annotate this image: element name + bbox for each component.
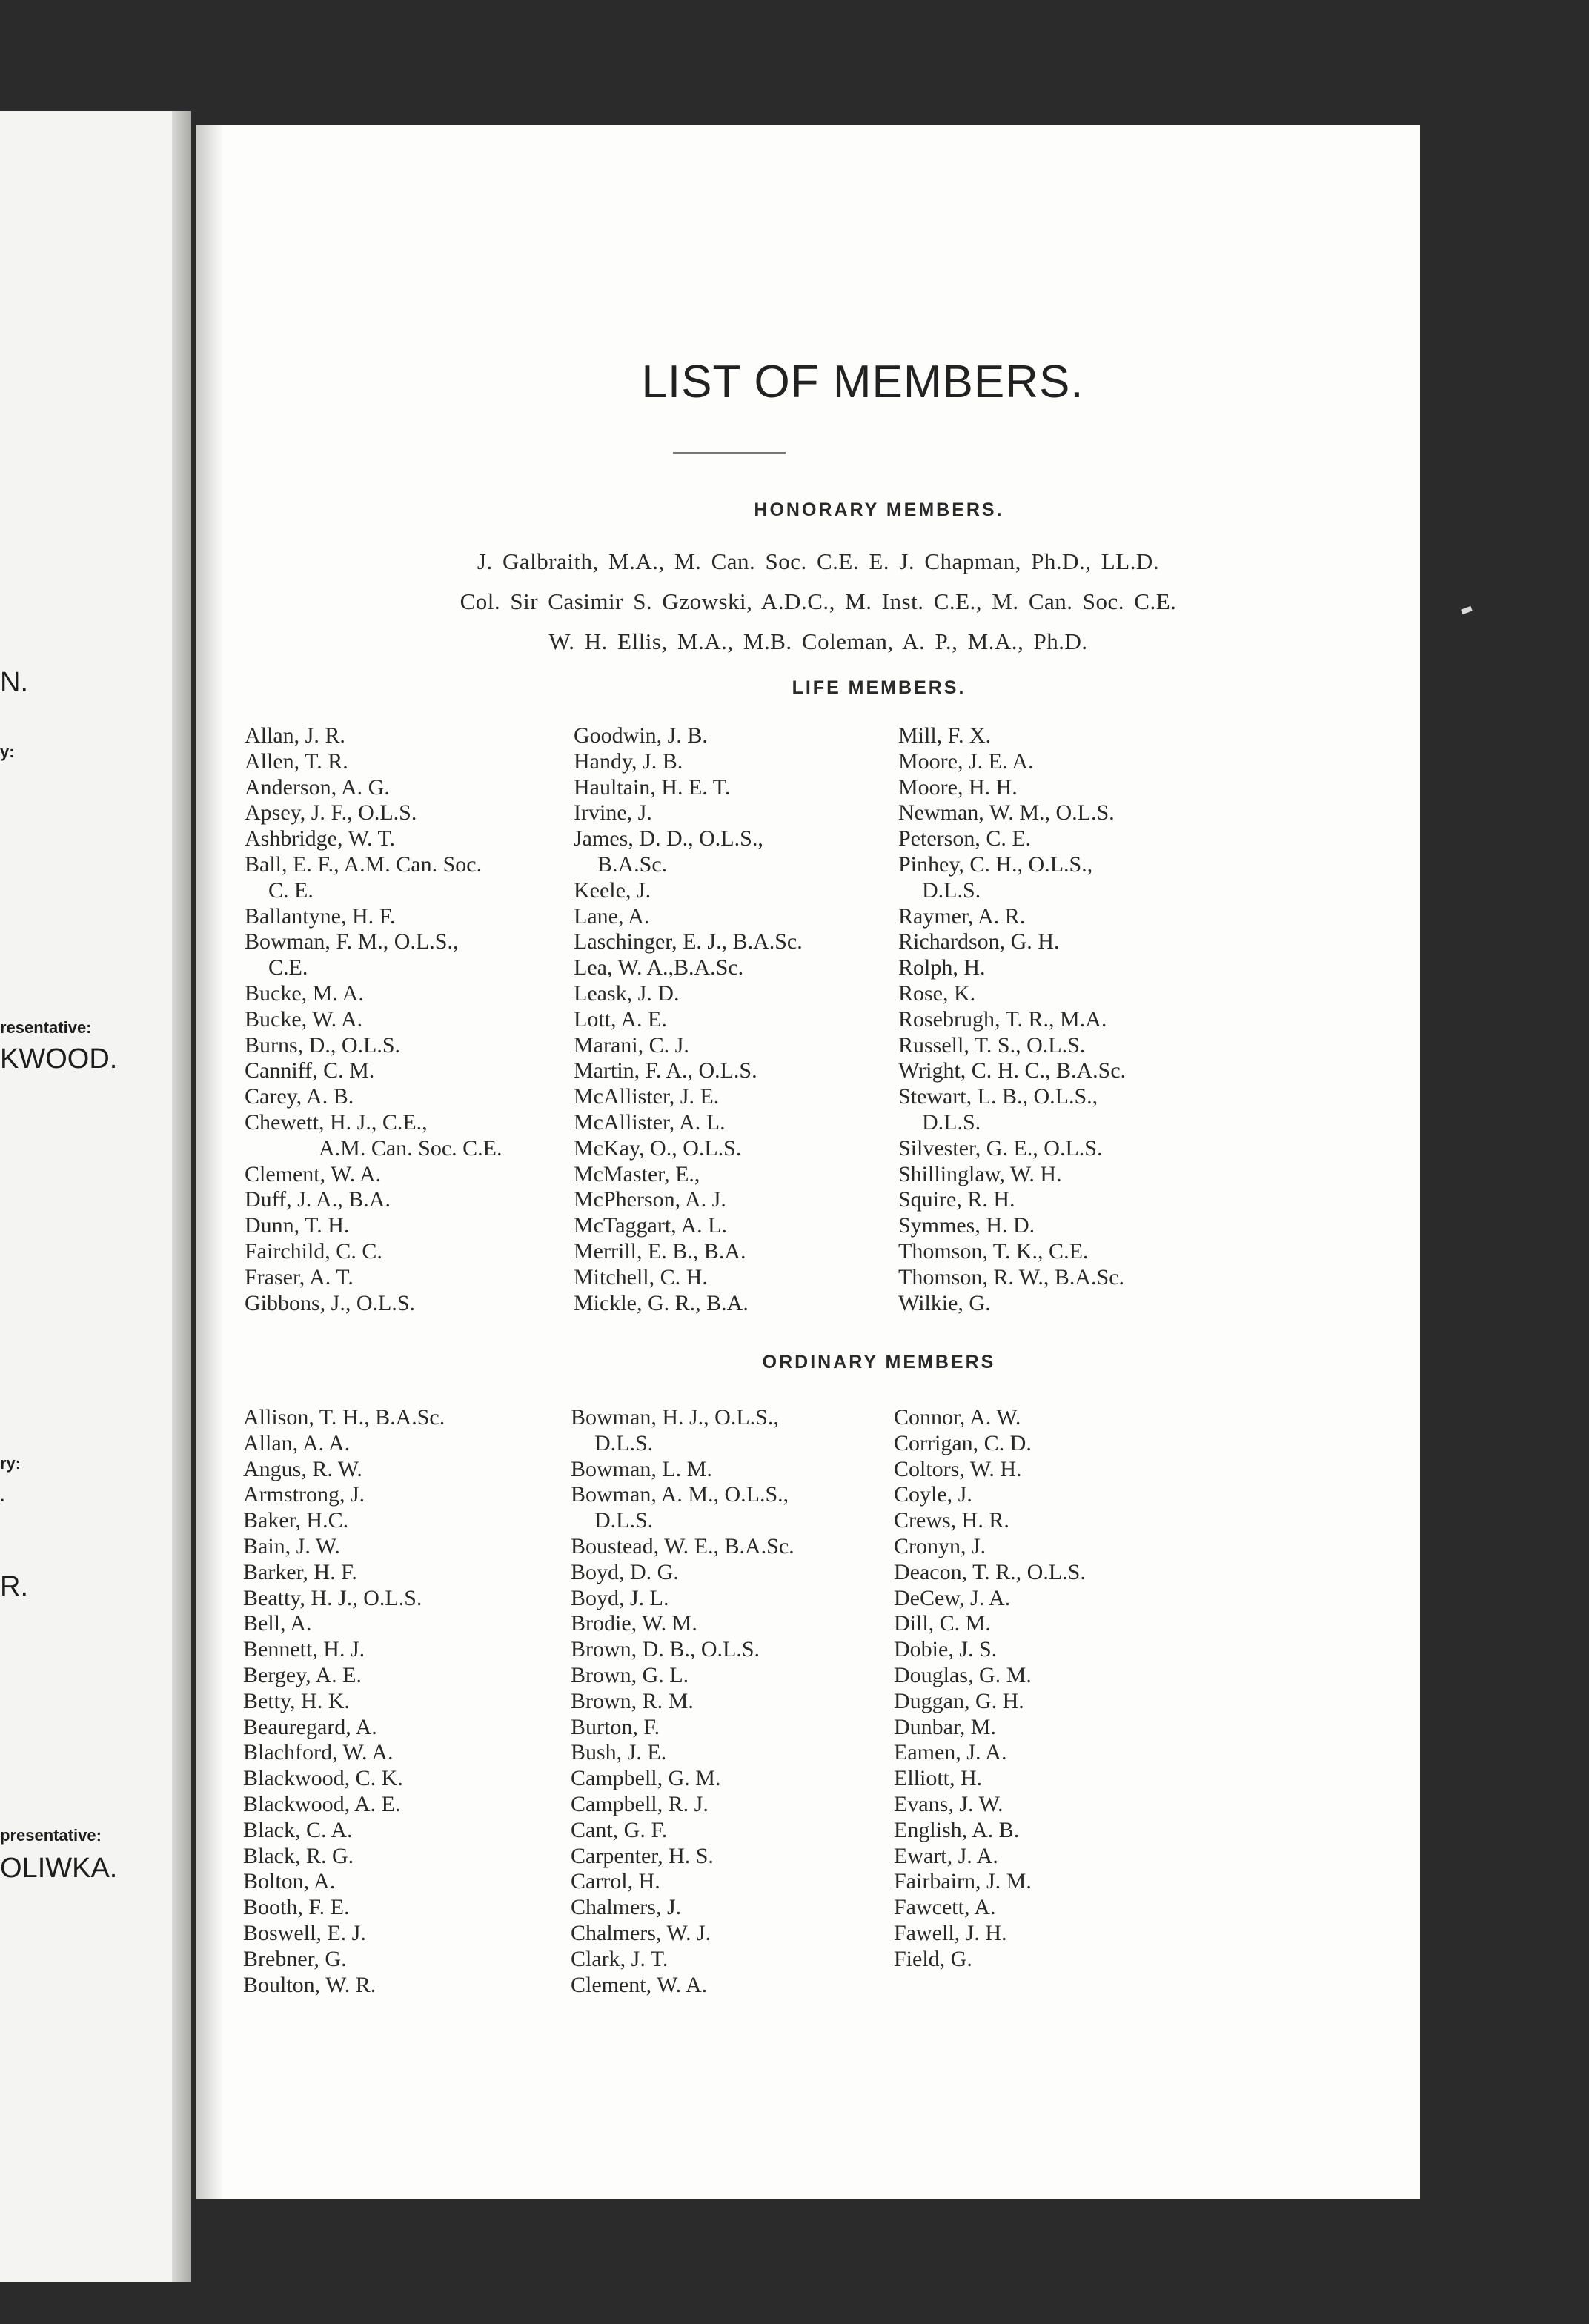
document-page [196,124,1420,2200]
member-entry: Keele, J. [574,877,651,903]
member-entry: Shillinglaw, W. H. [898,1161,1062,1186]
member-entry: Goodwin, J. B. [574,723,708,748]
member-entry: Bergey, A. E. [243,1662,362,1687]
member-entry: Handy, J. B. [574,748,683,774]
prev-page-fragment: ry: [0,1454,21,1473]
member-entry: Irvine, J. [574,800,652,826]
member-entry: Bowman, L. M. [571,1456,712,1481]
member-entry: Rolph, H. [898,955,986,980]
member-entry: Beauregard, A. [243,1714,377,1739]
member-entry: Wright, C. H. C., B.A.Sc. [898,1058,1127,1083]
member-entry: Pinhey, C. H., O.L.S., [898,851,1093,877]
member-entry: Thomson, R. W., B.A.Sc. [898,1264,1125,1289]
honorary-line: Col. Sir Casimir S. Gzowski, A.D.C., M. Inst. C.E., M. Can. Soc. C.E. [460,588,1177,614]
member-entry: Anderson, A. G. [245,774,390,800]
member-entry: Dill, C. M. [894,1611,991,1636]
member-entry: Boulton, W. R. [243,1972,376,1997]
member-entry: Blachford, W. A. [243,1740,394,1765]
member-entry-continuation: D.L.S. [594,1508,654,1533]
member-entry: Connor, A. W. [894,1405,1021,1430]
member-entry: Douglas, G. M. [894,1662,1032,1687]
member-entry: Angus, R. W. [243,1456,362,1481]
member-entry: Dunbar, M. [894,1714,996,1739]
member-entry: Allison, T. H., B.A.Sc. [243,1405,445,1430]
member-entry: Campbell, R. J. [571,1791,709,1816]
member-entry: Field, G. [894,1946,972,1971]
prev-page-fragment: R. [0,1571,28,1602]
life-members-column-2 [574,723,803,1316]
member-entry: Bucke, W. A. [245,1006,363,1032]
member-entry: Clement, W. A. [571,1972,708,1997]
member-entry: McAllister, A. L. [574,1109,726,1135]
member-entry: Clark, J. T. [571,1946,669,1971]
member-entry: Marani, C. J. [574,1032,689,1058]
life-members-column-3 [898,723,1126,1316]
member-entry: Canniff, C. M. [245,1058,375,1083]
member-entry: Chalmers, J. [571,1895,682,1920]
member-entry: Lea, W. A.,B.A.Sc. [574,955,744,980]
member-entry: Wilkie, G. [898,1290,991,1315]
member-entry: Moore, H. H. [898,774,1018,800]
member-entry: McAllister, J. E. [574,1084,720,1109]
member-entry: Armstrong, J. [243,1482,365,1507]
member-entry: Carpenter, H. S. [571,1843,714,1868]
member-entry: Bowman, F. M., O.L.S., [245,929,459,954]
member-entry: Burton, F. [571,1714,660,1739]
member-entry: Brown, D. B., O.L.S. [571,1637,760,1662]
member-entry: McTaggart, A. L. [574,1213,728,1238]
member-entry: Bennett, H. J. [243,1637,365,1662]
member-entry: Deacon, T. R., O.L.S. [894,1559,1086,1584]
member-entry: McPherson, A. J. [574,1187,726,1212]
member-entry: Russell, T. S., O.L.S. [898,1032,1086,1058]
page-title: LIST OF MEMBERS. [641,356,1084,408]
member-entry: Ewart, J. A. [894,1843,998,1868]
member-entry: Peterson, C. E. [898,826,1032,851]
member-entry: Black, R. G. [243,1843,354,1868]
member-entry-continuation: A.M. Can. Soc. C.E. [319,1135,502,1161]
member-entry: Laschinger, E. J., B.A.Sc. [574,929,803,954]
member-entry: Silvester, G. E., O.L.S. [898,1135,1103,1161]
member-entry: Richardson, G. H. [898,929,1060,954]
member-entry: Evans, J. W. [894,1791,1004,1816]
page-shadow [196,124,224,2200]
member-entry: Carrol, H. [571,1869,660,1894]
member-entry: Cant, G. F. [571,1817,668,1842]
member-entry: Elliott, H. [894,1766,983,1791]
member-entry: Rosebrugh, T. R., M.A. [898,1006,1107,1032]
ordinary-members-heading: ORDINARY MEMBERS [762,1352,996,1372]
member-entry: Boyd, J. L. [571,1585,669,1610]
member-entry: Rose, K. [898,980,976,1006]
member-entry: Allan, J. R. [245,723,345,748]
prev-page-fragment: y: [0,743,15,761]
prev-page-fragment: . [0,1487,5,1505]
member-entry-continuation: B.A.Sc. [597,851,668,877]
member-entry: Ball, E. F., A.M. Can. Soc. [245,851,482,877]
member-entry: Symmes, H. D. [898,1213,1035,1238]
life-members-heading: LIFE MEMBERS. [792,677,966,698]
member-entry: Lane, A. [574,903,650,929]
member-entry: Eamen, J. A. [894,1740,1007,1765]
member-entry: Beatty, H. J., O.L.S. [243,1585,422,1610]
prev-page-fragment: KWOOD. [0,1043,118,1075]
member-entry: Fairchild, C. C. [245,1238,382,1264]
member-entry: Corrigan, C. D. [894,1430,1032,1455]
ordinary-members-column-3 [894,1405,1086,1973]
member-entry: Lott, A. E. [574,1006,667,1032]
prev-page-fragment: resentative: [0,1018,92,1037]
member-entry: Dunn, T. H. [245,1213,350,1238]
member-entry: Barker, H. F. [243,1559,357,1584]
member-entry: Coltors, W. H. [894,1456,1022,1481]
member-entry: Brown, G. L. [571,1662,689,1687]
member-entry: Blackwood, A. E. [243,1791,401,1816]
member-entry: Bolton, A. [243,1869,336,1894]
ordinary-members-column-2 [571,1405,794,1998]
member-entry: Gibbons, J., O.L.S. [245,1290,416,1315]
member-entry: Fawell, J. H. [894,1920,1007,1945]
member-entry: Stewart, L. B., O.L.S., [898,1084,1098,1109]
member-entry: Blackwood, C. K. [243,1766,403,1791]
member-entry: Allen, T. R. [245,748,348,774]
member-entry: Raymer, A. R. [898,903,1026,929]
member-entry: McMaster, E., [574,1161,700,1186]
member-entry: Black, C. A. [243,1817,353,1842]
member-entry: Crews, H. R. [894,1508,1009,1533]
member-entry: Duggan, G. H. [894,1688,1024,1713]
member-entry: Bain, J. W. [243,1533,340,1558]
member-entry-continuation: D.L.S. [922,877,981,903]
prev-page-fragment: OLIWKA. [0,1853,118,1884]
life-members-column-1 [245,723,502,1316]
ordinary-members-column-1 [243,1405,445,1998]
member-entry: Apsey, J. F., O.L.S. [245,800,417,826]
member-entry: Mill, F. X. [898,723,992,748]
member-entry: Allan, A. A. [243,1430,351,1455]
member-entry: Fraser, A. T. [245,1264,354,1289]
member-entry: Bowman, H. J., O.L.S., [571,1405,779,1430]
member-entry: Brown, R. M. [571,1688,694,1713]
member-entry: Ballantyne, H. F. [245,903,396,929]
member-entry-continuation: C. E. [268,877,314,903]
member-entry: McKay, O., O.L.S. [574,1135,742,1161]
honorary-line: J. Galbraith, M.A., M. Can. Soc. C.E. E. J. Chapman, Ph.D., LL.D. [477,548,1160,574]
member-entry-continuation: D.L.S. [594,1430,654,1455]
member-entry: Mitchell, C. H. [574,1264,708,1289]
honorary-members-heading: HONORARY MEMBERS. [754,499,1004,520]
member-entry: Bush, J. E. [571,1740,667,1765]
honorary-line: W. H. Ellis, M.A., M.B. Coleman, A. P., M.A., Ph.D. [548,628,1088,654]
member-entry: Martin, F. A., O.L.S. [574,1058,757,1083]
previous-page-edge [0,111,191,2282]
member-entry: Mickle, G. R., B.A. [574,1290,749,1315]
title-rule [673,452,786,456]
member-entry: Chalmers, W. J. [571,1920,711,1945]
member-entry: Brebner, G. [243,1946,347,1971]
member-entry: DeCew, J. A. [894,1585,1011,1610]
member-entry: Dobie, J. S. [894,1637,998,1662]
scan-speck [1461,606,1473,614]
member-entry: Cronyn, J. [894,1533,986,1558]
member-entry: Squire, R. H. [898,1187,1015,1212]
member-entry: Boyd, D. G. [571,1559,679,1584]
member-entry: Duff, J. A., B.A. [245,1187,391,1212]
member-entry: Boustead, W. E., B.A.Sc. [571,1533,794,1558]
member-entry: Haultain, H. E. T. [574,774,731,800]
member-entry: Chewett, H. J., C.E., [245,1109,428,1135]
member-entry: English, A. B. [894,1817,1020,1842]
member-entry-continuation: D.L.S. [922,1109,981,1135]
member-entry: Bell, A. [243,1611,312,1636]
member-entry: Bowman, A. M., O.L.S., [571,1482,789,1507]
member-entry: Thomson, T. K., C.E. [898,1238,1089,1264]
page-gutter [172,111,191,2282]
member-entry: Baker, H.C. [243,1508,349,1533]
member-entry: Ashbridge, W. T. [245,826,396,851]
member-entry: Leask, J. D. [574,980,680,1006]
member-entry: Merrill, E. B., B.A. [574,1238,746,1264]
member-entry: Newman, W. M., O.L.S. [898,800,1115,826]
member-entry: Boswell, E. J. [243,1920,366,1945]
member-entry-continuation: C.E. [268,955,308,980]
member-entry: Betty, H. K. [243,1688,350,1713]
member-entry: Bucke, M. A. [245,980,364,1006]
prev-page-fragment: N. [0,667,28,698]
member-entry: Fawcett, A. [894,1895,996,1920]
member-entry: Clement, W. A. [245,1161,382,1186]
member-entry: Fairbairn, J. M. [894,1869,1032,1894]
member-entry: Campbell, G. M. [571,1766,721,1791]
member-entry: Burns, D., O.L.S. [245,1032,401,1058]
member-entry: Moore, J. E. A. [898,748,1034,774]
member-entry: Carey, A. B. [245,1084,354,1109]
member-entry: Coyle, J. [894,1482,972,1507]
member-entry: Booth, F. E. [243,1895,350,1920]
member-entry: Brodie, W. M. [571,1611,697,1636]
member-entry: James, D. D., O.L.S., [574,826,763,851]
prev-page-fragment: presentative: [0,1826,102,1845]
